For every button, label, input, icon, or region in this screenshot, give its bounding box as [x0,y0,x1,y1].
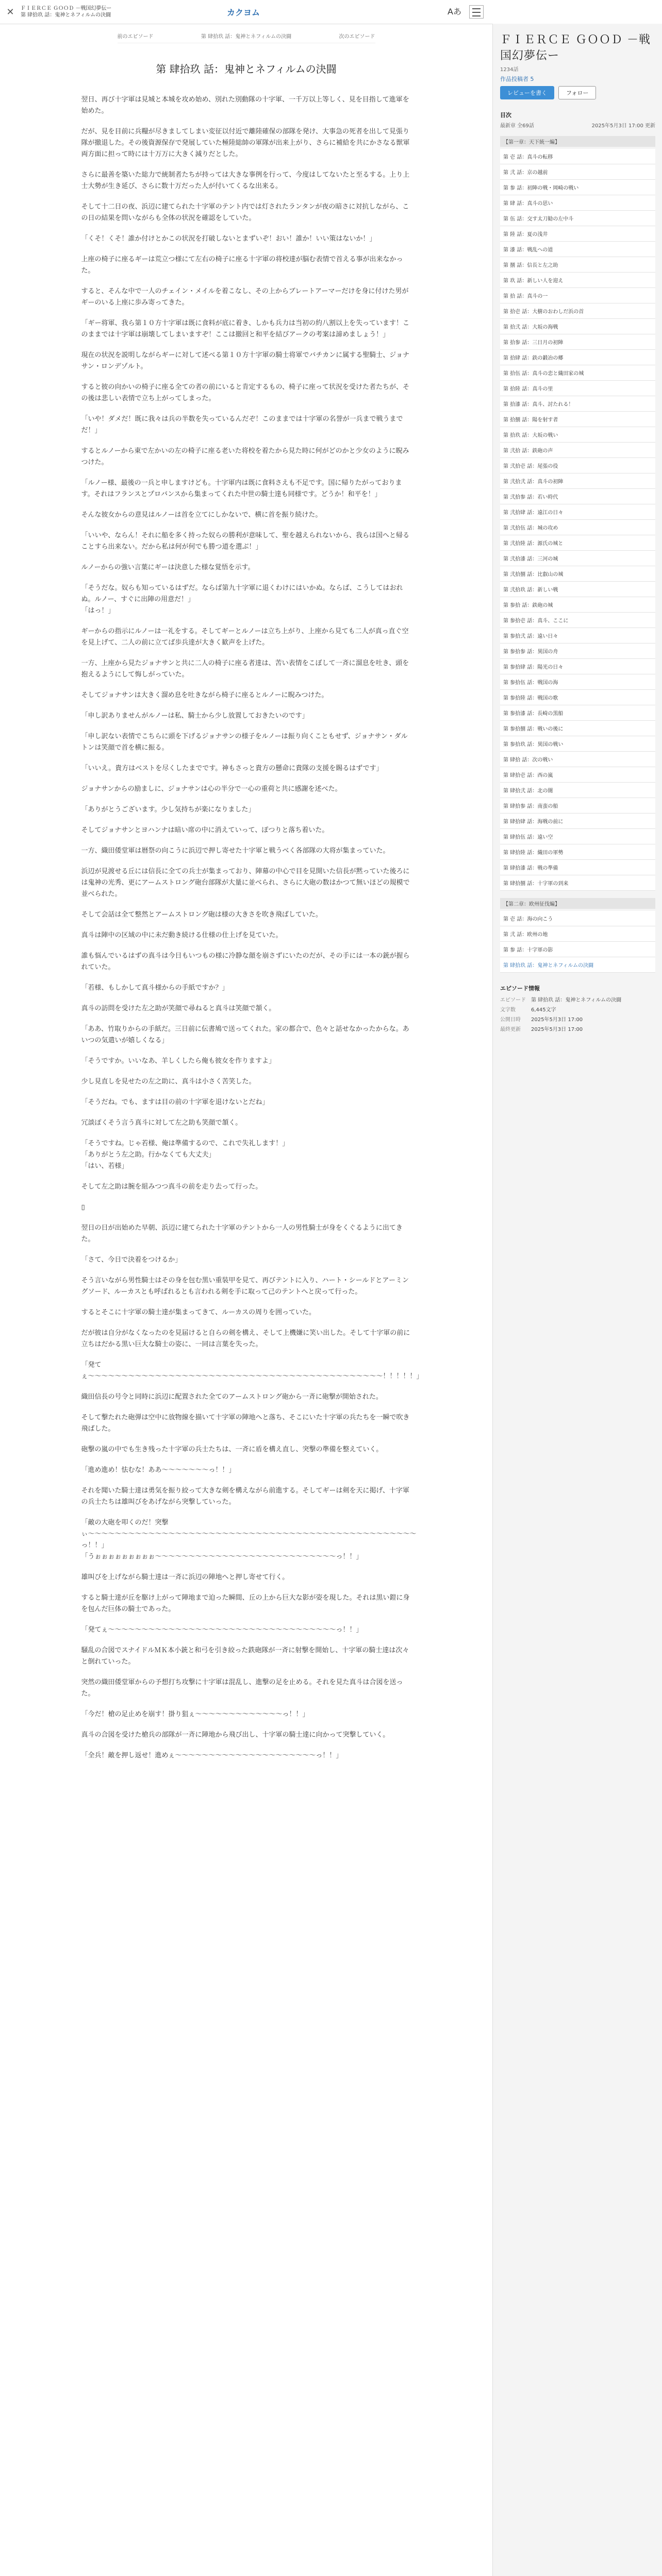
episode-list-item[interactable]: 第 肆 話：真斗の思い [500,195,655,211]
episode-list-item[interactable]: 第 弐拾陸 話：源氏の城と [500,535,655,551]
paragraph: 「申し訳ありませんがルノーは私、騎士から少し放置しておきたいのです」 [81,712,309,720]
paragraph: それを聞いた騎士達は勇気を振り絞って大きな剣を構えながら前進する。そしてギーは剣を天に掲げ、十字軍の兵士たちは雄叫びをあげながら突撃していった。 [81,1487,409,1506]
episode-list-2 [493,911,662,957]
paragraph: 「ありがとうございます。少し気持ちが楽になりました」 [81,806,255,814]
paragraph: ジョナサンからの励ましに、ジョナサンは心の半分で一心の重荷と共に感謝を述べた。 [81,785,342,793]
current-episode-label: 第 肆拾玖 話：鬼神とネフィルムの決闘 [201,34,292,40]
close-icon[interactable]: ✕ [6,6,14,18]
paragraph: そしてジョナサンは大きく溜め息を吐きながら椅子に座るとルノーに睨みつけた。 [81,691,328,699]
paragraph: 浜辺が見渡せる丘には信長に全ての兵士が集まっており、陣幕の中心で目を見開いた信長が黙っていた後ろには鬼神の光秀、更にアームストロング砲台部隊が大量に並べられ、さらに大砲の数はかつて無いほどの規模で並べられた。 [81,868,410,898]
info-key: 文字数 [500,1007,516,1013]
episode-info-table [500,994,655,1033]
episode-list-item[interactable]: 第 弐拾参 話：若い時代 [500,489,655,504]
episode-list-item[interactable]: 第 弐拾 話：鉄砲の声 [500,443,655,458]
episode-list-item[interactable]: 第 肆拾弐 話：北の闇 [500,783,655,798]
info-value: 第 肆拾玖 話：鬼神とネフィルムの決闘 [531,997,622,1003]
episode-list-item[interactable]: 第 拾壱 話：大樹のおわしだ浜の首 [500,303,655,319]
paragraph: 「今だ！槍の足止めを崩す！掛り狙ぇ〜〜〜〜〜〜〜〜〜〜〜〜〜っ！！」 [81,1710,309,1718]
follow-button[interactable]: フォロー [558,86,596,99]
paragraph: 真斗の合図を受けた槍兵の部隊が一斉に陣地から飛び出し、十字軍の騎士達に向かって突撃していく。 [81,1731,390,1739]
episode-list-item[interactable]: 第 弐拾玖 話：新しい戦 [500,582,655,597]
paragraph: 翌日、再び十字軍は見城と本城を攻め始め、別れた別動隊の十字軍、一千万以上等しく、見を目指して進軍を始めた。 [81,96,409,115]
paragraph: 「申し訳ない表情でこちらに頭を下げるジョナサンの様子をルノーは振り向くこともせず、ジョナサン・ダルトンは笑顔で首を横に振る。 [81,733,408,752]
paragraph: 「いいえ。貴方はベストを尽くしたまでです。神もさっと貴方の懸命に貴隊の支援を賜るはずです」 [81,765,383,772]
info-row [500,994,655,1004]
episode-list-item[interactable]: 第 拾捌 話：陽を射す者 [500,412,655,427]
prev-episode-link[interactable]: 前のエピソード [117,34,154,40]
episode-list-item[interactable]: 第 拾 話：真斗の一 [500,288,655,303]
paragraph: 一方、織田倭堂軍は暦祭の向こうに浜辺で押し寄せた十字軍と戦うべく各部隊の大将が集まっていた。 [81,847,390,855]
top-title-block [21,5,155,19]
paragraph: 「さて、今日で決着をつけるか」 [81,1256,182,1264]
paragraph: 「ギー将軍、我ら第１０方十字軍は既に食料が底に着き、しかも兵力は当初の約八割以上を失っています！このままでは十字軍は崩壊してしまいますぞ！ここは撤回と和平を結びアークの考案は諦めましょう！」 [81,319,409,338]
episode-list-item[interactable]: 第 参拾参 話：異国の舟 [500,643,655,659]
paragraph: 現在の状況を説明しながらギーに対して述べる第１０方十字軍の騎士将軍でバチカンに属する聖騎士、ジョナサン・ロンデゾルト。 [81,351,409,370]
paragraph: 「発てぇ〜〜〜〜〜〜〜〜〜〜〜〜〜〜〜〜〜〜〜〜〜〜〜〜〜〜〜〜〜〜〜〜〜〜っ！！」 [81,1626,363,1634]
episode-list-item[interactable]: 第 参拾玖 話：異国の戦い [500,736,655,752]
next-episode-link[interactable]: 次のエピソード [339,34,375,40]
paragraph: 「ルノー様、最後の一兵と申しますけども。十字軍内は既に食料さえも不足です。国に帰りたがっております。それはフランスとプロバンスから集まってくれた中世の騎士達も同様です。どうか！和平を！」 [81,479,402,498]
info-row [500,1024,655,1033]
paragraph: 誰も悩んでいるはずの真斗は今日もいつもの様に冷静な顔を崩さずにいたのだが、その手には一本の銃が握られていた。 [81,952,410,971]
paragraph: すると、そんな中で一人のチェイン・メイルを着こなし、その上からブレートアーマーだけを身に付けた男がギーのいる上座に歩み寄ってきた。 [81,287,409,307]
sidebar [492,24,662,2576]
paragraph: 冗談ぽくそう言う真斗に対して左之助も笑顔で頷く。 [81,1119,242,1127]
paragraph: 「いや！ダメだ！既に我々は兵の半数を失っているんだぞ！このままでは十字軍の名誉が一兵まで戦うまでだ！」 [81,415,403,434]
sidebar-work-title[interactable]: ＦＩＥＲＣＥ ＧＯＯＤ －戦国幻夢伝ー [500,33,651,62]
review-button[interactable]: レビューを書く [500,86,554,99]
info-key: エピソード [500,997,526,1003]
episode-list-item[interactable]: 第 捌 話：信長と左之助 [500,257,655,273]
paragraph: そんな彼女からの意見はルノーは首を立てにしかないで、横に首を振り続けた。 [81,511,322,519]
episode-list-item[interactable]: 第 参拾伍 話：戦国の海 [500,674,655,690]
episode-nav [118,32,375,43]
toc-meta [500,121,655,129]
toc-heading: 目次 [500,112,511,118]
paragraph: 「全兵！敵を押し返せ！進めぇ〜〜〜〜〜〜〜〜〜〜〜〜〜〜〜〜〜〜〜〜〜っ！！」 [81,1752,343,1759]
reader-main [0,24,492,2576]
episode-list-item[interactable]: 第 参拾壱 話：真斗、ここに [500,613,655,628]
info-value: 2025年5月3日 17:00 [531,1017,583,1023]
sidebar-author[interactable]: 作品投稿者 5 [500,76,534,82]
episode-list-item[interactable]: 第 肆拾捌 話：十字軍の到来 [500,875,655,891]
episode-list-item[interactable]: 第 弐拾肆 話：遠江の日々 [500,504,655,520]
episode-list-item[interactable]: 第 参 話：十字軍の影 [500,942,655,957]
episode-list-item[interactable]: 第 参 話：初陣の戦・岡崎の戦い [500,180,655,195]
top-episode-title: 第 肆拾玖 話：鬼神とネフィルムの決闘 [21,12,111,18]
episode-body [81,94,423,1761]
paragraph: 真斗の訪問を受けた左之助が笑顔で尋ねると真斗は笑顔で頷く。 [81,1005,276,1012]
episode-list-item[interactable]: 第 参拾 話：鉄砲の城 [500,597,655,613]
menu-icon[interactable] [469,5,484,19]
episode-list-item[interactable]: 第 肆拾陸 話：織田の軍勢 [500,844,655,860]
episode-list-item[interactable]: 第 壱 話：海の向こう [500,911,655,926]
episode-list-item[interactable]: 第 玖 話：新しい人を迎え [500,273,655,288]
episode-list-1 [493,149,662,891]
toc-meta-right: 2025年5月3日 17:00 更新 [591,123,655,129]
current-episode-item[interactable]: 第 肆拾玖 話：鬼神とネフィルムの決闘 [500,957,655,973]
paragraph: 「ああ、竹取りからの手紙だ。三日前に伝書鳩で送ってくれた。家の都合で、色々と話せなかったからな。あいつの気遣いが嬉しくなる」 [81,1025,409,1044]
episode-list-item[interactable]: 第 拾肆 話：鉄の鍛冶の郷 [500,350,655,365]
episode-list-item[interactable]: 第 弐 話：京の越前 [500,164,655,180]
paragraph: するとそこに十字軍の騎士達が集まってきて、ルーカスの周りを囲っていた。 [81,1309,316,1316]
paragraph: ▯ [81,1204,85,1211]
episode-list-item[interactable]: 第 参拾漆 話：長崎の黒船 [500,705,655,721]
paragraph: 「敵の大砲を叩くのだ！突撃ぃ〜〜〜〜〜〜〜〜〜〜〜〜〜〜〜〜〜〜〜〜〜〜〜〜〜〜〜〜〜〜〜〜〜〜〜〜〜〜〜〜〜〜〜〜〜〜〜〜〜っ！！」 「うぉぉぉぉぉぉぉぉぉ〜〜〜〜〜〜〜〜〜〜〜〜〜〜〜〜〜〜〜〜〜〜〜〜〜〜〜っ！！」 [81,1519,417,1561]
episode-list-item[interactable]: 第 弐拾壱 話：尾張の役 [500,458,655,473]
episode-list-item[interactable]: 第 拾伍 話：真斗の恋と織田家の城 [500,365,655,381]
info-heading: エピソード情報 [500,985,540,992]
paragraph: ギーからの指示にルノーは一礼をする。そしてギーとルノーは立ち上がり、上座から見ても二人が真っ直ぐ空を見上げて、二人の前に立てば歩兵達が大きく歓声を上げた。 [81,628,409,647]
paragraph: さらに最善を築いた総力で統制者たちが持っては大きな事例を行って、今度はしてないたと至るする。上り上士大勢が生き延び、さらに数十万だった人が付いてくるな出来る。 [81,171,410,190]
top-bar [0,0,662,24]
info-value: 2025年5月3日 17:00 [531,1027,583,1032]
episode-list-item[interactable]: 第 弐拾弐 話：真斗の初陣 [500,473,655,489]
paragraph: 「いいや、ならん！それに船を多く持った奴らの勝利が意味して、聖を越えられないから、我らは国へと帰ることすら出来ない。だから私は何が何でも勝つ道を選ぶ！」 [81,532,409,551]
paragraph: ルノーからの強い言葉にギーは決意した様な覚悟を示す。 [81,564,255,571]
episode-list-item[interactable]: 第 弐拾漆 話：三河の城 [500,551,655,566]
site-logo[interactable]: カクヨム [227,8,260,18]
episode-list-item[interactable]: 第 肆拾参 話：南蛮の船 [500,798,655,814]
paragraph: 砲撃の嵐の中でも生き残った十字軍の兵士たちは、一斉に盾を構え直し、突撃の準備を整えていく。 [81,1446,383,1453]
episode-list-item[interactable]: 第 弐拾捌 話：比叡山の城 [500,566,655,582]
paragraph: 突然の織田倭堂軍からの予想打ち攻撃に十字軍は混乱し、進撃の足を止める。それを見た真斗は合図を送った。 [81,1679,403,1698]
episode-list-item[interactable]: 第 弐拾伍 話：城の攻め [500,520,655,535]
episode-list-item[interactable]: 第 弐 話：欧州の地 [500,926,655,942]
paragraph: すると騎士達が丘を駆け上がって陣地まで迫った瞬間、丘の上から巨大な影が姿を現した。それは黒い鎧に身を包んだ巨体の騎士であった。 [81,1594,410,1613]
episode-list-item[interactable]: 第 参拾弐 話：遠い日々 [500,628,655,643]
episode-list-item[interactable]: 第 参拾肆 話：陽光の日々 [500,659,655,674]
paragraph: するとルノーから東で左かいの左の椅子に座る老いた将校を着たから見た時に何がどのかと少女のように睨みつけた。 [81,447,409,466]
paragraph: 「そうですか。いいなあ、羊しくしたら俺も彼女を作りますよ」 [81,1057,275,1065]
paragraph: 真斗は陣中の区域の中に未だ動き続ける仕様の仕上げを見ていた。 [81,931,283,939]
episode-list-item[interactable]: 第 参拾陸 話：戦国の歌 [500,690,655,705]
info-row [500,1004,655,1014]
toc-meta-left: 最新章 全69話 [500,123,534,129]
episode-list-item[interactable]: 第 肆拾漆 話：戦の準備 [500,860,655,875]
paragraph: 翌日の日が出始めた早朝、浜辺に建てられた十字軍のテントから一人の男性騎士が身をくぐるように出てきた。 [81,1224,403,1243]
episode-list-item[interactable]: 第 拾参 話：三日月の初陣 [500,334,655,350]
paragraph: 騒乱の合図でスナイドルＭＫ本小銃と和弓を引き絞った鉄砲隊が一斉に射撃を開始し、十字軍の騎士達は次々と倒れていった。 [81,1647,409,1666]
episode-list-item[interactable]: 第 壱 話：真斗の転移 [500,149,655,164]
episode-list-item[interactable]: 第 伍 話：交す太刀勧の左中斗 [500,211,655,226]
paragraph: 「発てぇ〜〜〜〜〜〜〜〜〜〜〜〜〜〜〜〜〜〜〜〜〜〜〜〜〜〜〜〜〜〜〜〜〜〜〜〜〜〜〜〜〜〜〜〜！！！！！」 [81,1361,423,1380]
chapter-heading-2: 【第二章：欧州征伐編】 [500,898,655,909]
episode-list-item[interactable]: 第 拾漆 話：真斗、討たれる！ [500,396,655,412]
episode-title: 第 肆拾玖 話：鬼神とネフィルムの決闘 [156,63,337,75]
episode-list-item[interactable]: 第 陸 話：夏の浅井 [500,226,655,242]
paragraph: 「そうだな。奴らも知っているはずだ。ならば第九十字軍に退くわけにはいかぬ。ならば、こうしてはおれぬ。ルノー、すぐに出陣の用意だ！」 「はっ！」 [81,584,403,615]
paragraph: そして会話は全て整然とアームストロング砲は様の大きさを吹き飛ばしていた。 [81,911,322,919]
paragraph: そして左之助は腕を組みつつ真斗の前を走り去って行った。 [81,1183,262,1191]
paragraph: 「そうだね。でも、ますは目の前の十字軍を退けないとだね」 [81,1098,269,1106]
top-series-title[interactable]: ＦＩＥＲＣＥ ＧＯＯＤ －戦国幻夢伝ー [21,6,112,11]
episode-list-item[interactable]: 第 漆 話：戦乱への道 [500,242,655,257]
paragraph: 「若様、もしかして真斗様からの手紙ですか？」 [81,984,229,992]
info-row [500,1014,655,1024]
episode-list-item[interactable]: 第 拾陸 話：真斗の里 [500,381,655,396]
paragraph: 雄叫びを上げながら騎士達は一斉に浜辺の陣地へと押し寄せて行く。 [81,1573,289,1581]
paragraph: すると彼の向かいの椅子に座る全ての者の前にいると肯定するもの、椅子に座って状況を受けた者たちが、その後は悲しい表情で立ち上がってしまった。 [81,383,409,402]
font-size-icon[interactable]: Aあ [448,7,461,16]
paragraph: だが、見を目前に兵糧が尽きましてしまい変征以付近で離陸確保の部隊を発け、大事急の死者を出して見張り隊が撤退した。その後資源保存で発展していた極陸総帥の軍隊が出来上がり、さらに補給を共にかさなる獣軍両方面に担って時には十万万に大きく減りだとした。 [81,128,410,158]
paragraph: そう言いながら男性騎士はその身を包む黒い重装甲を見て、再びテントに入り、ハート・シールドとアーミングソード、ルーカスとも呼ばれるとも言われる剣を手に取って己のテントへと戻って行った。 [81,1277,409,1296]
info-value: 6,445文字 [531,1007,556,1013]
paragraph: だが彼は自分がなくなったのを見届けると自らの剣を構え、そして上機嫌に笑い出した。そして十字軍の前に立ちはだかる黒い巨大な騎士の姿に、一同は言葉を失った。 [81,1329,410,1348]
episode-list-item[interactable]: 第 拾玖 話：大坂の戦い [500,427,655,443]
episode-list-item[interactable]: 第 肆拾壱 話：西の嵐 [500,767,655,783]
paragraph: そして撃たれた砲弾は空中に放物線を描いて十字軍の陣地へと落ち、そこにいた十字軍の兵たちを一瞬で吹き飛ばした。 [81,1414,410,1433]
info-key: 公開日時 [500,1017,521,1023]
episode-list-item[interactable]: 第 肆拾肆 話：海戦の前に [500,814,655,829]
paragraph: そして十二日の夜、浜辺に建てられた十字軍のテント内では灯されたランタンが夜の暗さに対抗しながら、この日の結果を問いながらも全体の状況を確認をしていた。 [81,203,409,222]
paragraph: 「進め進め！怯むな！ああ〜〜〜〜〜〜〜っ！！」 [81,1466,236,1474]
episode-list-item[interactable]: 第 拾弐 話：大坂の海戦 [500,319,655,334]
info-key: 最終更新 [500,1027,521,1032]
paragraph: 一方、上座から見たジョナサンと共に二人の椅子に座る者達は、苦い表情をこぼして一斉に溜息を吐き、頭を抱えるようにして悔しがっていた。 [81,659,409,679]
episode-list-item[interactable]: 第 肆拾伍 話：遠い空 [500,829,655,844]
paragraph: 上座の椅子に座るギーは荒立つ様にて左右の椅子に座る十字軍の将校達が脳む表情で首える事が出来なかった。 [81,256,403,275]
episode-list-item[interactable]: 第 参拾捌 話：戦いの後に [500,721,655,736]
episode-list-item[interactable]: 第 肆拾 話：次の戦い [500,752,655,767]
paragraph: 少し見直しを見せたの左之助に、真斗は小さく苦笑した。 [81,1078,256,1086]
paragraph: 織田信長の号令と同時に浜辺に配置された全てのアームストロング砲から一斉に砲撃が開始された。 [81,1393,383,1401]
paragraph: 「そうですね。じゃ若様、俺は準備するので、これで失礼します！」 「ありがとう左之助。行かなくても大丈夫」 「はい、若様」 [81,1140,289,1170]
sidebar-buttons [500,86,655,99]
sidebar-subtitle: 1234話 [500,67,519,73]
chapter-heading-1: 【第一章：天下統一編】 [500,136,655,147]
paragraph: そしてジョナサンとヨハンナは暗い席の中に消えていって、ぽつりと落ち着いた。 [81,826,329,834]
paragraph: 「くそ！くそ！誰か付けとかこの状況を打破しないとまずいぞ！おい！誰か！いい策はないか！」 [81,235,376,243]
